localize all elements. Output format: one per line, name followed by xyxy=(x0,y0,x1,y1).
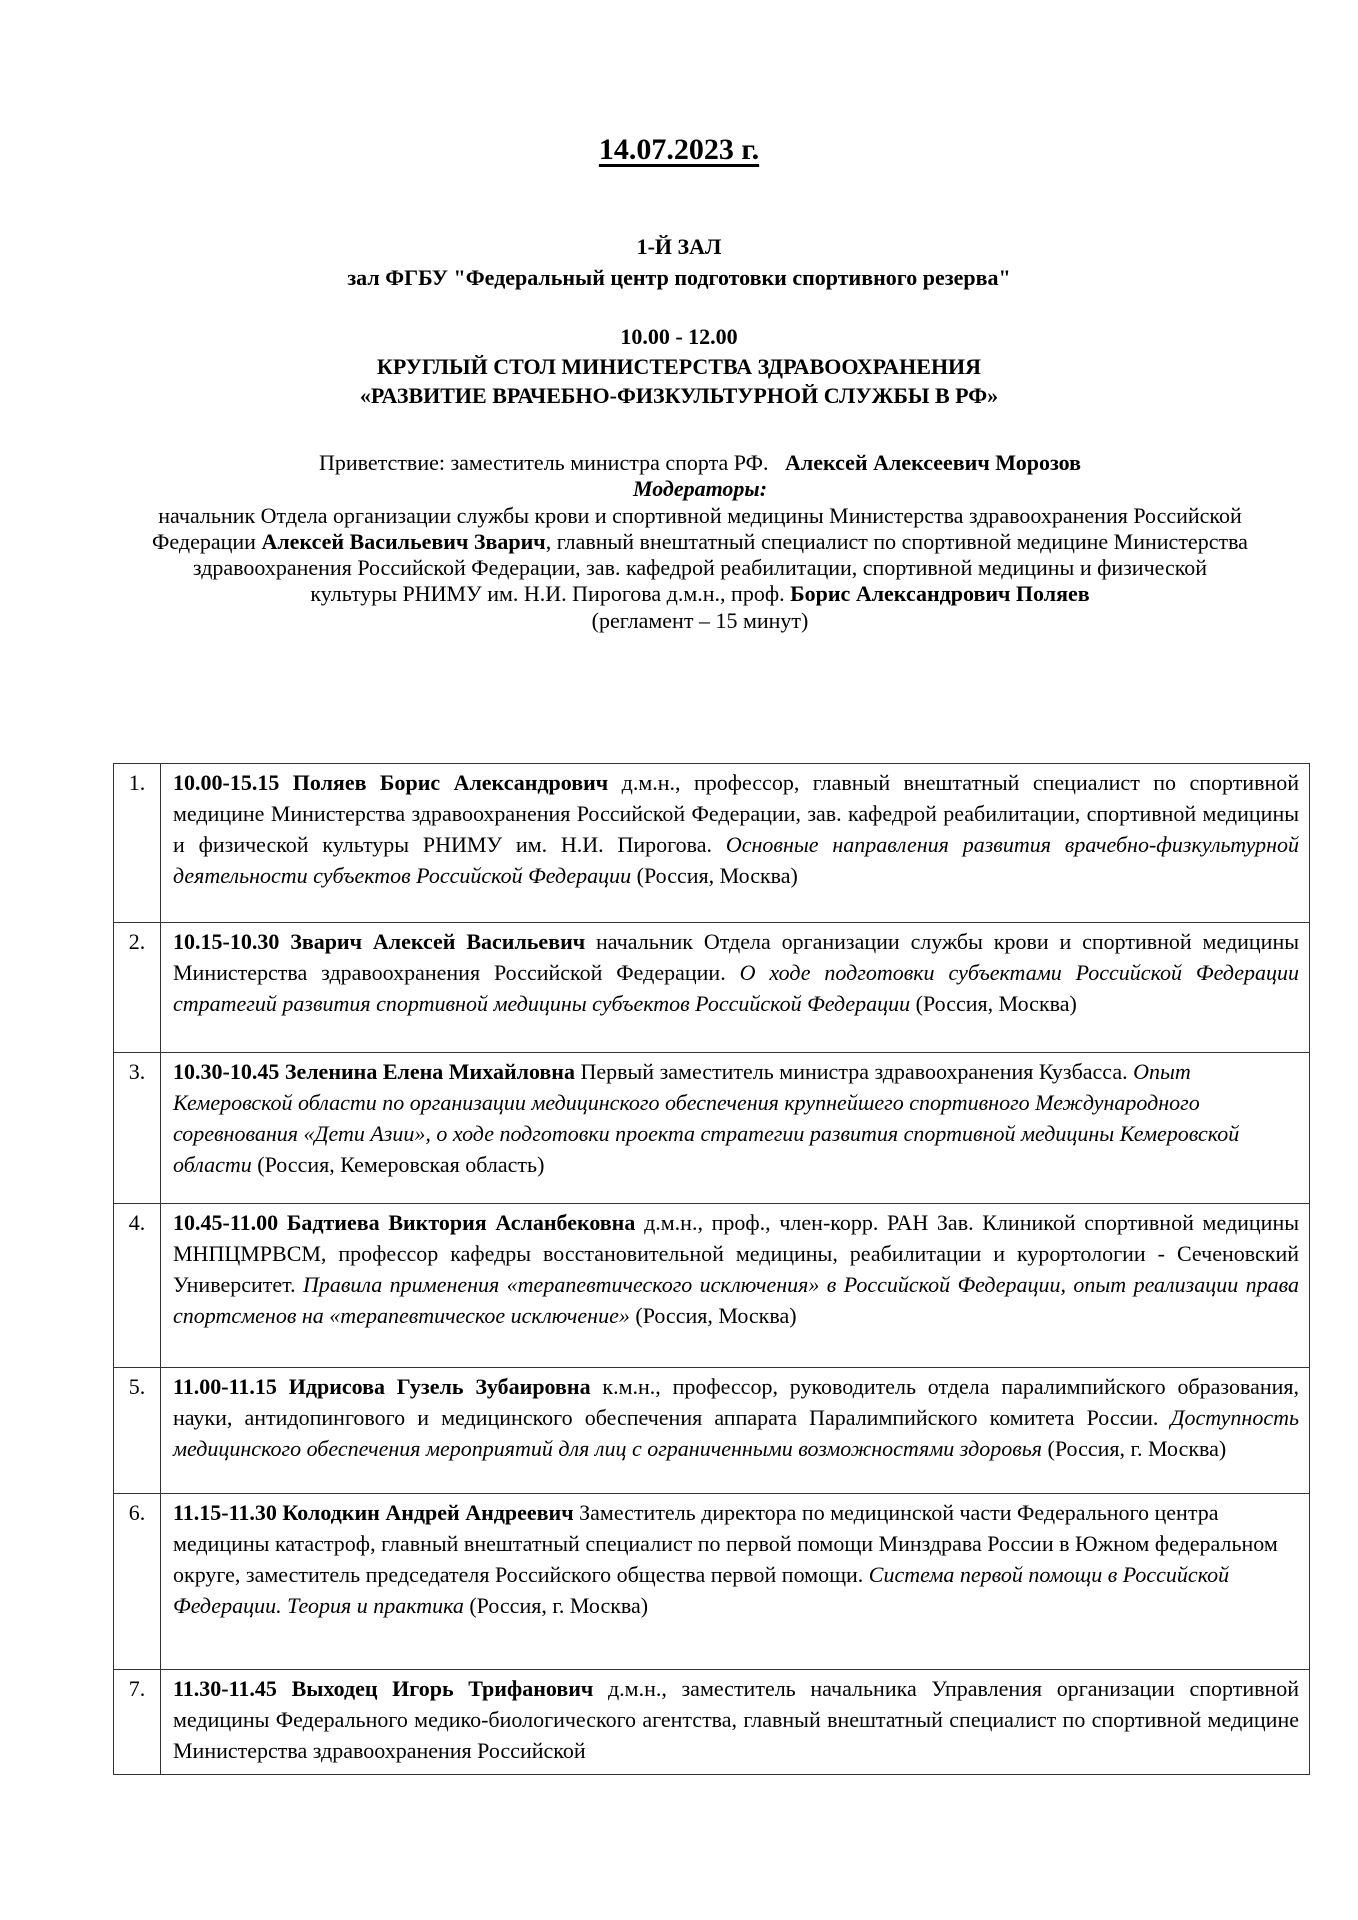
greeting-line xyxy=(150,450,1250,476)
moderator1-position: начальник Отдела организации службы крови и спортивной медицины Министерства здравоохранения Российской Федерации xyxy=(152,502,1242,554)
speaker-location: (Россия, г. Москва) xyxy=(469,1593,649,1618)
moderator2-position: , главный внештатный специалист по спортивной медицине Министерства здравоохранения Российской Федерации, зав. кафедрой реабилитации, спортивной медицины и физической культуры РНИМУ им. Н.И. Пирогова д.м.н., проф. xyxy=(192,528,1248,607)
speech-topic: Основные направления развития врачебно-физкультурной деятельности субъектов Российской Федерации xyxy=(173,832,1300,888)
session-intro xyxy=(150,450,1250,634)
speech-topic: Правила применения «терапевтического исключения» в Российской Федерации, опыт реализации права спортсменов на «терапевтическое исключение» xyxy=(173,1272,1300,1328)
row-number: 2. xyxy=(114,923,161,1053)
session-title-line2: «РАЗВИТИЕ ВРАЧЕБНО-ФИЗКУЛЬТУРНОЙ СЛУЖБЫ В РФ» xyxy=(359,383,999,408)
program-row xyxy=(114,1053,1310,1204)
speaker-position: к.м.н., профессор, руководитель отдела паралимпийского образования, науки, антидопингового и медицинского обеспечения аппарата Паралимпийского комитета России. xyxy=(173,1374,1300,1430)
speech-topic: Доступность медицинского обеспечения мероприятий для лиц с ограниченными возможностями здоровья xyxy=(173,1405,1299,1461)
moderators-text xyxy=(150,503,1250,608)
program-row xyxy=(114,923,1310,1053)
moderator1-name: Алексей Васильевич Зварич xyxy=(261,528,546,554)
document-date xyxy=(0,130,1358,170)
speaker-name: Поляев Борис Александрович xyxy=(292,770,609,795)
row-number: 7. xyxy=(114,1670,161,1775)
moderators-label: Модераторы: xyxy=(632,476,768,502)
speech-time: 10.30-10.45 xyxy=(173,1059,280,1084)
speech-time: 11.00-11.15 xyxy=(173,1374,277,1399)
speaker-location: (Россия, Москва) xyxy=(915,991,1077,1016)
date-text: 14.07.2023 г. xyxy=(598,133,760,166)
speaker-position: Первый заместитель министра здравоохранения Кузбасса. xyxy=(580,1059,1128,1084)
speaker-position: Заместитель директора по медицинской части Федерального центра медицины катастроф, главный внештатный специалист по первой помощи Минздрава России в Южном федеральном округе, заместитель председателя Российского общества первой помощи. xyxy=(173,1500,1278,1587)
speaker-name: Зварич Алексей Васильевич xyxy=(290,929,586,954)
row-content xyxy=(161,764,1310,923)
speech-time: 10.45-11.00 xyxy=(173,1210,279,1235)
row-number: 4. xyxy=(114,1204,161,1368)
speaker-location: (Россия, г. Москва) xyxy=(1047,1436,1227,1461)
speech-topic: Система первой помощи в Российской Федерации. Теория и практика xyxy=(173,1562,1230,1618)
hall-name: 1-Й ЗАЛ xyxy=(636,234,722,259)
row-number: 5. xyxy=(114,1368,161,1494)
speaker-position: начальник Отдела организации службы крови и спортивной медицины Министерства здравоохранения Российской Федерации. xyxy=(173,929,1300,985)
session-title-line1: КРУГЛЫЙ СТОЛ МИНИСТЕРСТВА ЗДРАВООХРАНЕНИЯ xyxy=(376,354,982,379)
speaker-location: (Россия, Москва) xyxy=(635,1303,797,1328)
row-number: 1. xyxy=(114,764,161,923)
speech-topic: Опыт Кемеровской области по организации медицинского обеспечения крупнейшего спортивного Международного соревнования «Дети Азии», о ходе подготовки проекта стратегии развития спортивной медицины Кемеровской области xyxy=(173,1059,1240,1177)
speaker-name: Выходец Игорь Трифанович xyxy=(291,1676,594,1701)
speech-time: 10.00-15.15 xyxy=(173,770,280,795)
speech-time: 11.30-11.45 xyxy=(173,1676,277,1701)
row-number: 6. xyxy=(114,1494,161,1670)
program-row xyxy=(114,1368,1310,1494)
hall-venue: зал ФГБУ "Федеральный центр подготовки спортивного резерва" xyxy=(347,265,1011,290)
row-content xyxy=(161,1494,1310,1670)
row-content xyxy=(161,1670,1310,1775)
session-time: 10.00 - 12.00 xyxy=(620,324,738,349)
moderator2-name: Борис Александрович Поляев xyxy=(790,581,1090,607)
speaker-name: Идрисова Гузель Зубаировна xyxy=(288,1374,591,1399)
speech-time: 11.15-11.30 xyxy=(173,1500,277,1525)
speaker-name: Бадтиева Виктория Асланбековна xyxy=(286,1210,636,1235)
program-table xyxy=(113,763,1310,1775)
row-content xyxy=(161,1053,1310,1204)
speaker-location: (Россия, Москва) xyxy=(636,863,798,888)
program-row xyxy=(114,764,1310,923)
speech-time: 10.15-10.30 xyxy=(173,929,280,954)
speaker-position: д.м.н., проф., член-корр. РАН Зав. Клиникой спортивной медицины МНПЦМРВСМ, профессор кафедры восстановительной медицины, реабилитации и курортологии - Сеченовский Университет. xyxy=(173,1210,1300,1297)
program-row xyxy=(114,1670,1310,1775)
speaker-location: (Россия, Кемеровская область) xyxy=(257,1152,545,1177)
program-row xyxy=(114,1494,1310,1670)
speaker-name: Зеленина Елена Михайловна xyxy=(284,1059,575,1084)
program-row xyxy=(114,1204,1310,1368)
row-number: 3. xyxy=(114,1053,161,1204)
speaker-name: Колодкин Андрей Андреевич xyxy=(282,1500,574,1525)
speaker-position: д.м.н., профессор, главный внештатный специалист по спортивной медицине Министерства здравоохранения Российской Федерации, зав. кафедрой реабилитации, спортивной медицины и физической культуры РНИМУ им. Н.И. Пирогова. xyxy=(173,770,1300,857)
greeting-name: Алексей Алексеевич Морозов xyxy=(785,450,1082,475)
reglament: (регламент – 15 минут) xyxy=(591,607,809,633)
greeting-prefix: Приветствие: заместитель министра спорта РФ. xyxy=(318,450,769,475)
row-content xyxy=(161,1204,1310,1368)
speaker-position: д.м.н., заместитель начальника Управления организации спортивной медицины Федерального медико-биологического агентства, главный внештатный специалист по спортивной медицине Министерства здравоохранения Российской xyxy=(173,1676,1300,1763)
speech-topic: О ходе подготовки субъектами Российской Федерации стратегий развития спортивной медицины субъектов Российской Федерации xyxy=(173,960,1300,1016)
row-content xyxy=(161,1368,1310,1494)
row-content xyxy=(161,923,1310,1053)
